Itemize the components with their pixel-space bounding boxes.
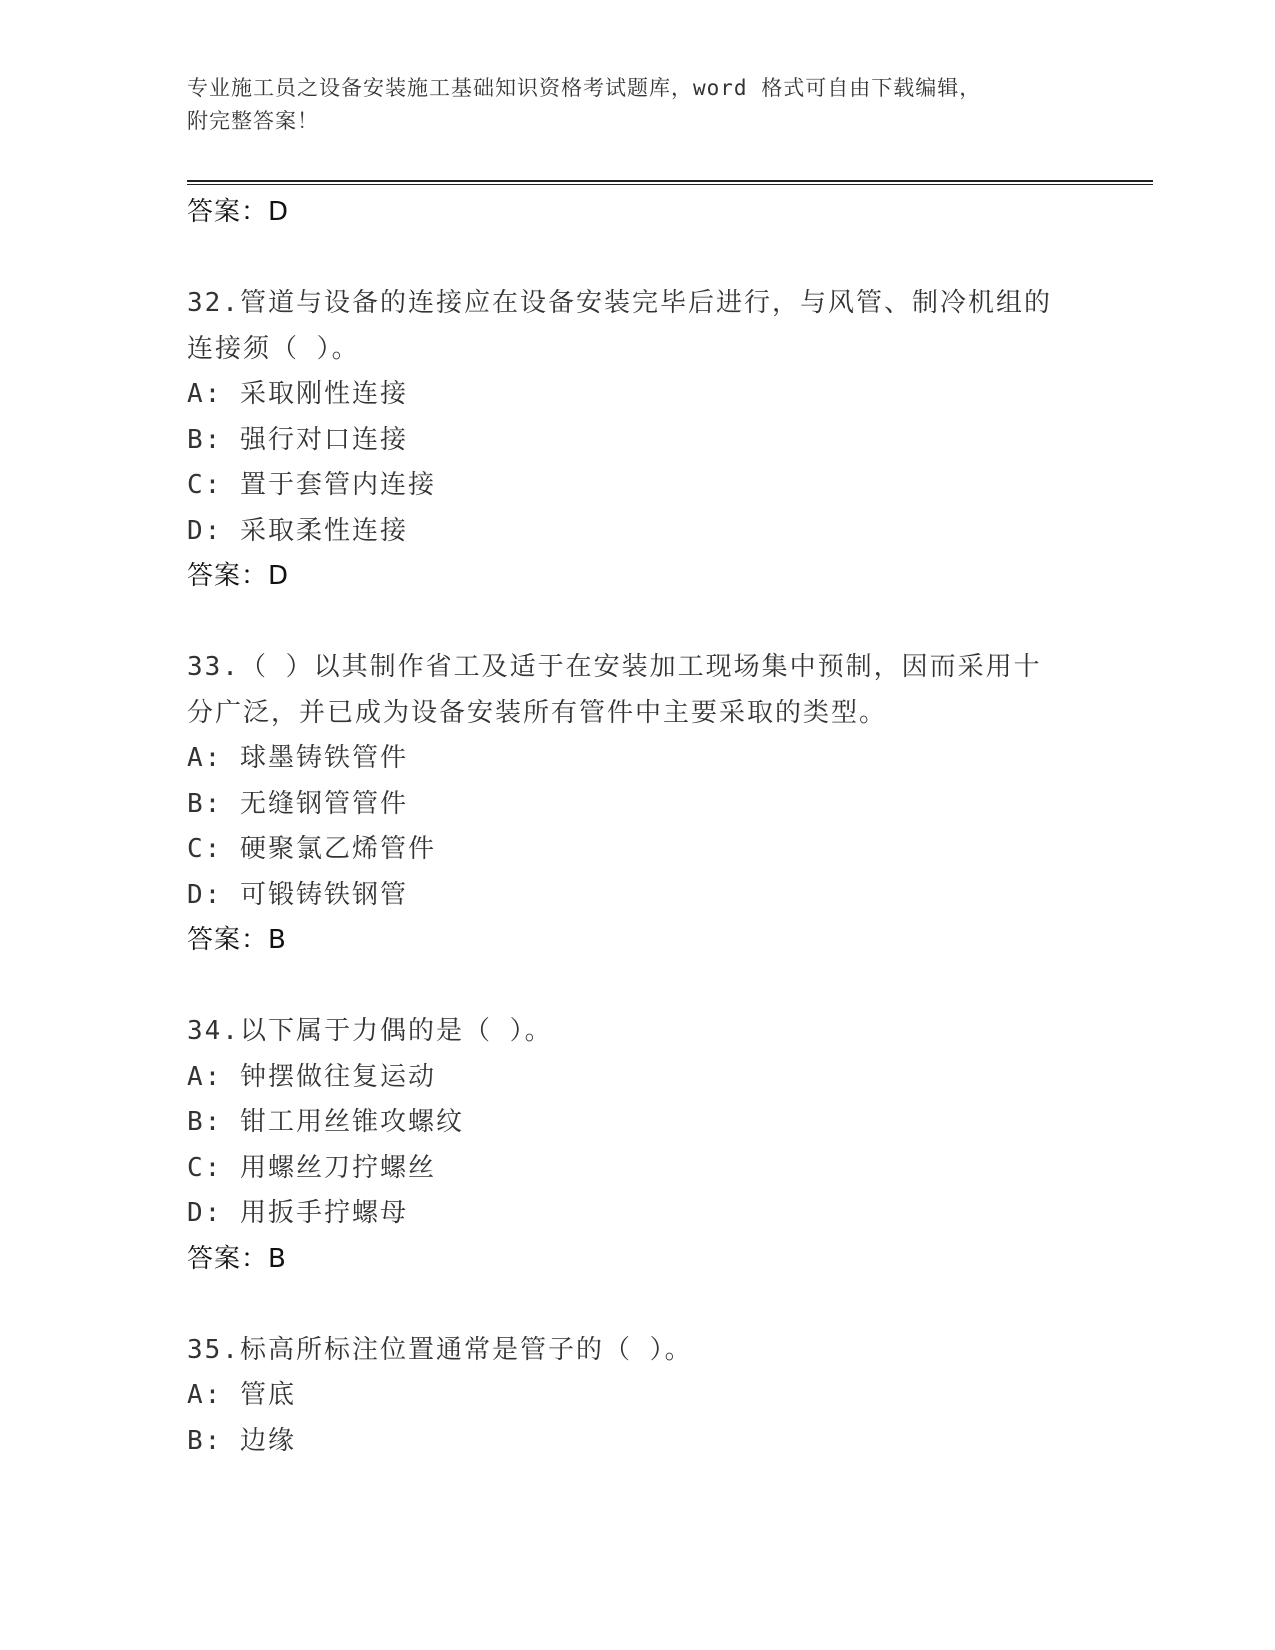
question-item [187,1328,1187,1465]
question-stem: 32.管道与设备的连接应在设备安装完毕后进行，与风管、制冷机组的 [187,288,1052,318]
question-stem: 连接须（ ）。 [187,333,360,364]
answer-label: 答案：B [187,1243,287,1274]
option-d: D: 可锻铸铁钢管 [187,879,408,910]
question-item [187,1009,1187,1282]
option-d: D: 采取柔性连接 [187,515,408,546]
header-divider-thick [187,180,1153,182]
header-divider-thin [187,184,1153,185]
header-text-line-1: 专业施工员之设备安装施工基础知识资格考试题库，word 格式可自由下载编辑， [187,76,982,100]
option-c: C: 硬聚氯乙烯管件 [187,834,436,864]
option-c: C: 置于套管内连接 [187,470,436,500]
option-b: B: 边缘 [187,1425,296,1456]
question-stem: 33.（ ）以其制作省工及适于在安装加工现场集中预制，因而采用十 [187,652,1042,682]
page-header [187,72,1087,138]
option-d: D: 用扳手拧螺母 [187,1198,408,1228]
spacer [187,964,1187,1010]
spacer [187,1282,1187,1328]
option-c: C: 用螺丝刀拧螺丝 [187,1152,436,1183]
option-a: A: 球墨铸铁管件 [187,743,408,773]
option-a: A: 钟摆做往复运动 [187,1061,436,1092]
header-text-line-2: 附完整答案！ [187,109,319,133]
option-a: A: 管底 [187,1380,296,1410]
question-item [187,281,1187,600]
question-stem: 分广泛，并已成为设备安装所有管件中主要采取的类型。 [187,697,888,728]
spacer [187,236,1187,282]
previous-answer: 答案：D [187,197,290,227]
option-a: A: 采取刚性连接 [187,379,408,409]
answer-label: 答案：D [187,561,290,591]
question-list [187,190,1187,1464]
option-b: B: 强行对口连接 [187,424,408,455]
question-stem: 35.标高所标注位置通常是管子的（ ）。 [187,1334,693,1365]
question-item [187,645,1187,964]
option-b: B: 无缝钢管管件 [187,788,408,819]
answer-label: 答案：B [187,925,287,955]
question-stem: 34.以下属于力偶的是（ ）。 [187,1016,553,1046]
option-b: B: 钳工用丝锥攻螺纹 [187,1107,464,1137]
spacer [187,600,1187,646]
